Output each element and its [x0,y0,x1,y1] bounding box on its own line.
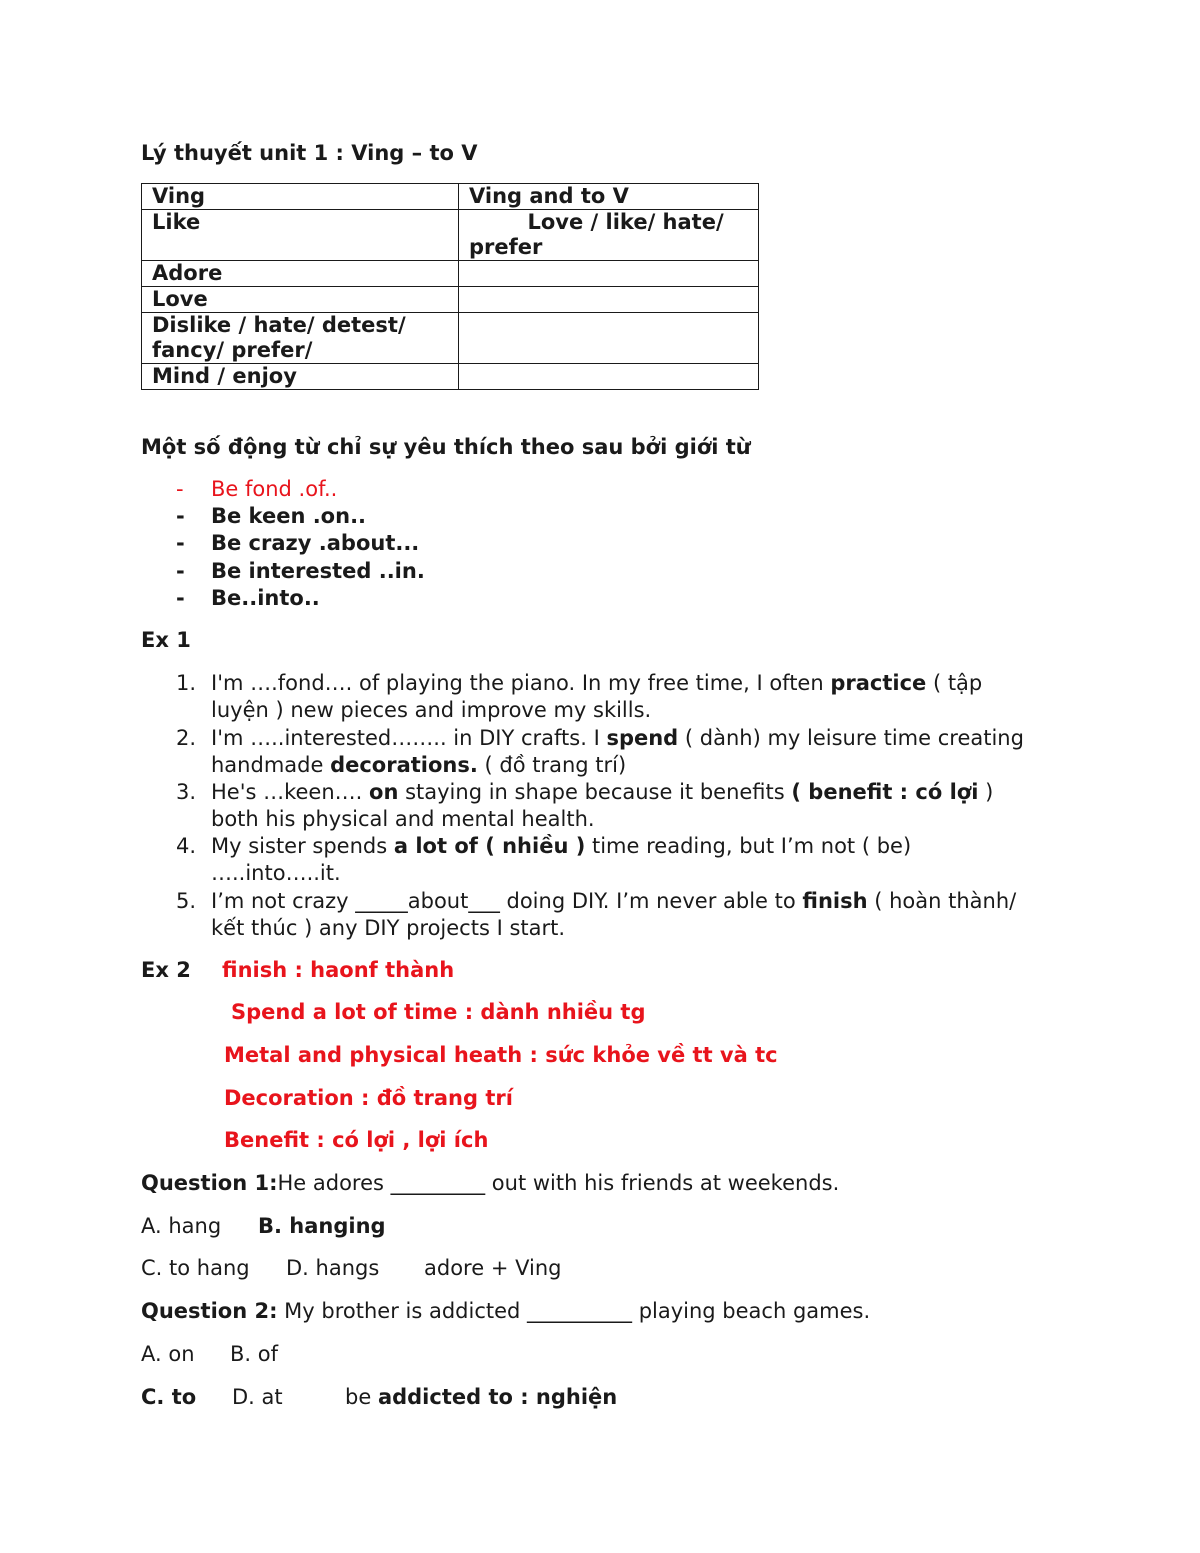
ving-table [141,183,759,390]
section-heading: Một số động từ chỉ sự yêu thích theo sau bởi giới từ [141,435,751,459]
q1-option-b: B. hanging [258,1214,386,1238]
table-row [142,287,759,313]
q2-note: be addicted to : nghiện [345,1385,618,1409]
list-number: 3. [176,780,197,804]
list-item-continued: kết thúc ) any DIY projects I start. [211,916,566,940]
question-2: Question 2: My brother is addicted __________ playing beach games. [141,1299,871,1323]
bullet-marker: - [176,504,185,528]
list-item: I’m not crazy _____about___ doing DIY. I’m never able to finish ( hoàn thành/ [211,889,1017,913]
table-cell: Like [142,210,459,261]
bullet-item: Be interested ..in. [211,559,425,583]
q1-note: adore + Ving [424,1256,562,1280]
table-row [142,210,759,261]
bullet-marker: - [176,559,185,583]
list-item: My sister spends a lot of ( nhiều ) time reading, but I’m not ( be) [211,834,912,858]
bullet-item: Be..into.. [211,586,320,610]
table-row [142,313,759,364]
list-item-continued: luyện ) new pieces and improve my skills. [211,698,652,722]
vocab-line: Decoration : đồ trang trí [224,1086,513,1110]
list-item-continued: both his physical and mental health. [211,807,595,831]
table-cell: Love / like/ hate/ prefer [459,210,759,261]
list-item: I'm …..interested…….. in DIY crafts. I spend ( dành) my leisure time creating [211,726,1024,750]
list-item: He's …keen…. on staying in shape because it benefits ( benefit : có lợi ) [211,780,994,804]
q2-option-a: A. on [141,1342,195,1366]
table-row [142,364,759,390]
table-cell: Love [142,287,459,313]
list-number: 5. [176,889,197,913]
list-item: I'm ….fond…. of playing the piano. In my free time, I often practice ( tập [211,671,983,695]
list-number: 1. [176,671,197,695]
table-cell [459,364,759,390]
q2-option-d: D. at [232,1385,283,1409]
table-header-cell: Ving and to V [459,184,759,210]
bullet-marker: - [176,586,185,610]
table-cell [459,313,759,364]
table-header-cell: Ving [142,184,459,210]
q1-option-a: A. hang [141,1214,222,1238]
table-cell: Adore [142,261,459,287]
q1-option-d: D. hangs [286,1256,380,1280]
ex1-label: Ex 1 [141,628,191,652]
list-number: 4. [176,834,197,858]
vocab-line: Metal and physical heath : sức khỏe về tt và tc [224,1043,778,1067]
table-cell: Dislike / hate/ detest/ fancy/ prefer/ [142,313,459,364]
page-title: Lý thuyết unit 1 : Ving – to V [141,141,478,165]
bullet-marker: - [176,477,184,501]
bullet-item: Be crazy .about... [211,531,420,555]
bullet-item: Be keen .on.. [211,504,367,528]
table-cell: Mind / enjoy [142,364,459,390]
list-number: 2. [176,726,197,750]
table-cell [459,261,759,287]
table-row [142,261,759,287]
bullet-item: Be fond .of.. [211,477,338,501]
list-item-continued: …..into…..it. [211,861,341,885]
vocab-line: finish : haonf thành [222,958,455,982]
table-header-row [142,184,759,210]
vocab-line: Benefit : có lợi , lợi ích [224,1128,489,1152]
bullet-marker: - [176,531,185,555]
ex2-label: Ex 2 [141,958,191,982]
question-1: Question 1:He adores _________ out with his friends at weekends. [141,1171,840,1195]
vocab-line: Spend a lot of time : dành nhiều tg [231,1000,646,1024]
q2-option-c: C. to [141,1385,197,1409]
table-cell [459,287,759,313]
q1-option-c: C. to hang [141,1256,250,1280]
list-item-continued: handmade decorations. ( đồ trang trí) [211,753,627,777]
q2-option-b: B. of [230,1342,278,1366]
